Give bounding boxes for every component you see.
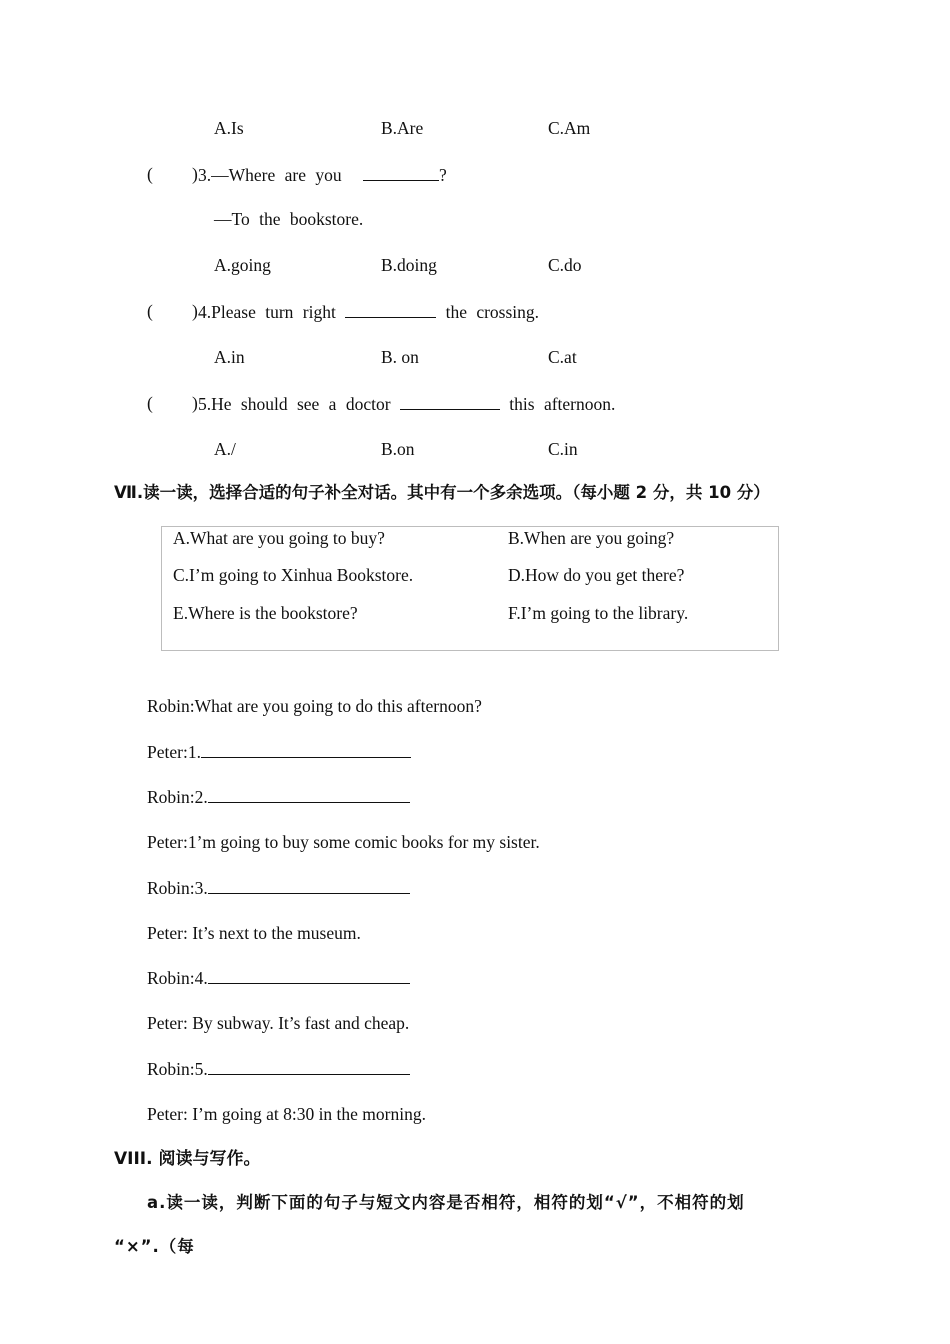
q3-prefix: 3.—Where are you [198, 165, 342, 185]
q4-question [198, 300, 539, 323]
choice-c: C.I’m going to Xinhua Bookstore. [173, 565, 414, 585]
q5-option-b: B.on [381, 439, 415, 459]
dialogue-blank-3 [208, 876, 410, 894]
dialogue-line-5 [147, 876, 410, 899]
section8-part-a-line1: a.读一读，判断下面的句子与短文内容是否相符，相符的划“√”，不相符的划 [147, 1193, 745, 1212]
q4-blank [345, 300, 436, 318]
choice-e: E.Where is the bookstore? [173, 603, 358, 623]
section7-title: Ⅶ.读一读，选择合适的句子补全对话。其中有一个多余选项。（每小题 2 分，共 10 分） [114, 483, 770, 502]
choice-a: A.What are you going to buy? [173, 528, 385, 548]
dialogue-line-10: Peter: I’m going at 8:30 in the morning. [147, 1104, 426, 1124]
section8-part-a-line2: “×”.（每 [114, 1237, 195, 1256]
dialogue-blank-5 [208, 1057, 410, 1075]
q5-question [198, 392, 615, 415]
q4-suffix: the crossing. [445, 302, 540, 322]
dialogue-line-6: Peter: It’s next to the museum. [147, 923, 361, 943]
q3-answer-line: —To the bookstore. [214, 209, 364, 229]
q2-option-c: C.Am [548, 118, 591, 138]
q5-option-a: A./ [214, 439, 236, 459]
q2-option-b: B.Are [381, 118, 424, 138]
q3-answer-paren-close: ) [192, 164, 198, 184]
q3-option-c: C.do [548, 255, 582, 275]
dialogue-line-3 [147, 785, 410, 808]
dialogue-blank-2 [208, 785, 410, 803]
q3-blank [363, 163, 439, 181]
q2-option-a: A.Is [214, 118, 244, 138]
dialogue-line-1: Robin:What are you going to do this afternoon? [147, 696, 482, 716]
dialogue-speaker-robin-3: Robin:3. [147, 878, 208, 898]
q3-question [198, 163, 447, 186]
choice-d: D.How do you get there? [508, 565, 685, 585]
q5-option-c: C.in [548, 439, 578, 459]
q4-option-b: B. on [381, 347, 419, 367]
q4-answer-paren-close: ) [192, 301, 198, 321]
choice-f: F.I’m going to the library. [508, 603, 689, 623]
dialogue-line-2 [147, 740, 411, 763]
q5-answer-paren-open: ( [147, 393, 153, 413]
dialogue-speaker-robin-2: Robin:2. [147, 787, 208, 807]
q5-answer-paren-close: ) [192, 393, 198, 413]
dialogue-blank-4 [208, 966, 410, 984]
q5-blank [400, 392, 500, 410]
q5-suffix: this afternoon. [509, 394, 616, 414]
q3-option-a: A.going [214, 255, 271, 275]
section8-title: VIII. 阅读与写作。 [114, 1149, 261, 1169]
dialogue-speaker-robin-4: Robin:4. [147, 968, 208, 988]
q3-suffix: ? [439, 165, 447, 185]
q3-option-b: B.doing [381, 255, 437, 275]
dialogue-blank-1 [201, 740, 411, 758]
dialogue-line-9 [147, 1057, 410, 1080]
dialogue-line-8: Peter: By subway. It’s fast and cheap. [147, 1013, 410, 1033]
dialogue-line-7 [147, 966, 410, 989]
q4-option-c: C.at [548, 347, 577, 367]
choice-b: B.When are you going? [508, 528, 675, 548]
q5-prefix: 5.He should see a doctor [198, 394, 391, 414]
dialogue-speaker-robin-5: Robin:5. [147, 1059, 208, 1079]
dialogue-speaker-peter-1: Peter:1. [147, 742, 201, 762]
q4-option-a: A.in [214, 347, 245, 367]
dialogue-line-4: Peter:1’m going to buy some comic books for my sister. [147, 832, 540, 852]
q3-answer-paren-open: ( [147, 164, 153, 184]
q4-answer-paren-open: ( [147, 301, 153, 321]
q4-prefix: 4.Please turn right [198, 302, 336, 322]
